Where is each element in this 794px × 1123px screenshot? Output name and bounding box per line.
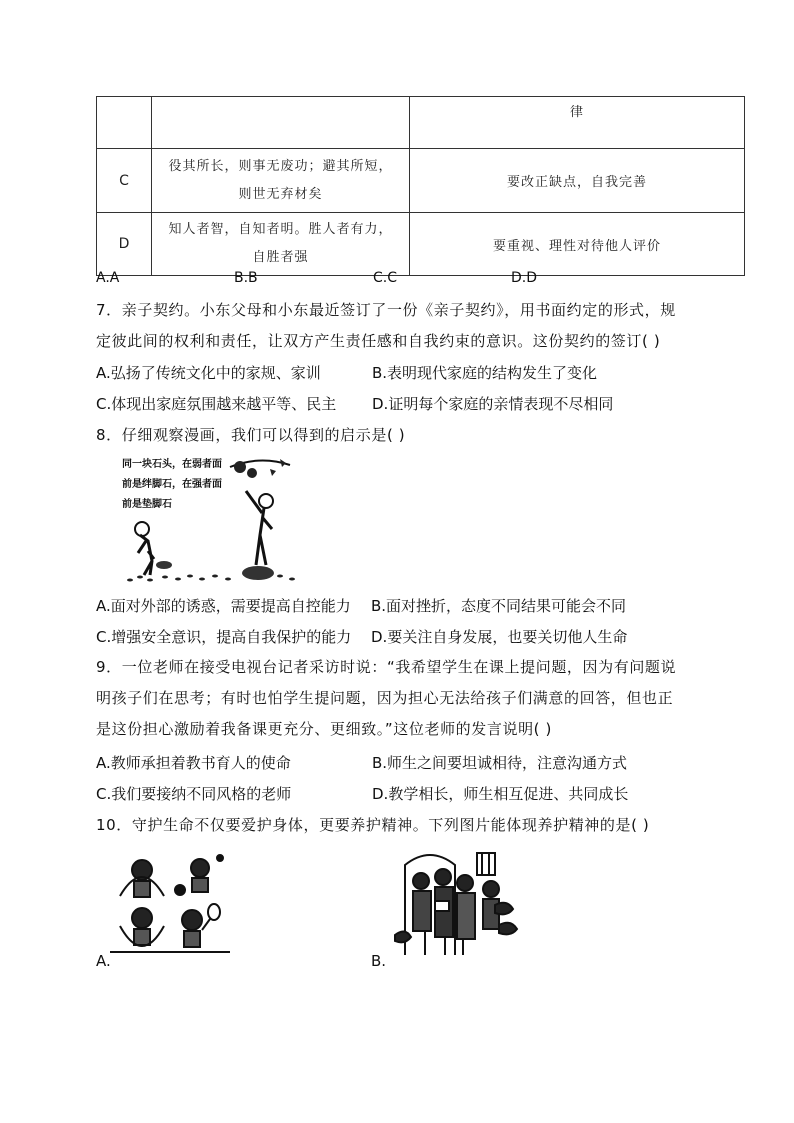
q10-picture-b[interactable] bbox=[385, 845, 520, 960]
table-cell-right bbox=[410, 97, 745, 149]
answer-table bbox=[96, 96, 745, 276]
answer-option-c[interactable]: C.C bbox=[373, 270, 398, 286]
cartoon-caption-line: 同一块石头，在弱者面 bbox=[122, 459, 222, 470]
table-cell-left-line: 知人者智，自知者明。胜人者有力， bbox=[168, 222, 393, 237]
q8-option-a[interactable]: A.面对外部的诱惑，需要提高自控能力 bbox=[96, 597, 351, 615]
stem-line: 是这份担心激励着我备课更充分、更细致。”这位老师的发言说明( ) bbox=[96, 720, 552, 738]
q8-cartoon bbox=[120, 455, 300, 585]
answer-option-b[interactable]: B.B bbox=[234, 270, 258, 286]
question-7-stem bbox=[96, 295, 736, 357]
children-playing-illustration bbox=[110, 848, 230, 958]
answer-option-a[interactable]: A.A bbox=[96, 270, 120, 286]
table-cell-label: D bbox=[97, 213, 152, 276]
q8-option-b[interactable]: B.面对挫折，态度不同结果可能会不同 bbox=[371, 597, 627, 615]
table-row bbox=[97, 213, 745, 276]
table-cell-left-line: 役其所长，则事无废功；避其所短， bbox=[168, 158, 393, 174]
q9-option-d[interactable]: D.教学相长，师生相互促进、共同成长 bbox=[372, 785, 629, 803]
question-8-stem: 8．仔细观察漫画，我们可以得到的启示是( ) bbox=[96, 426, 406, 444]
q7-option-a[interactable]: A.弘扬了传统文化中的家规、家训 bbox=[96, 364, 321, 382]
table-cell-left bbox=[152, 97, 410, 149]
stem-line: 7．亲子契约。小东父母和小东最近签订了一份《亲子契约》，用书面约定的形式，规 bbox=[96, 301, 676, 319]
q9-option-b[interactable]: B.师生之间要坦诚相待，注意沟通方式 bbox=[372, 754, 628, 772]
q8-option-c[interactable]: C.增强安全意识，提高自我保护的能力 bbox=[96, 628, 352, 646]
question-10-stem: 10．守护生命不仅要爱护身体，更要养护精神。下列图片能体现养护精神的是( ) bbox=[96, 816, 650, 834]
q7-option-b[interactable]: B.表明现代家庭的结构发生了变化 bbox=[372, 364, 598, 382]
q10-picture-a[interactable] bbox=[110, 848, 230, 958]
reading-group-illustration bbox=[385, 845, 520, 960]
stem-line: 9．一位老师在接受电视台记者采访时说：“我希望学生在课上提问题，因为有问题说 bbox=[96, 658, 677, 676]
q8-option-d[interactable]: D.要关注自身发展，也要关切他人生命 bbox=[371, 628, 628, 646]
stem-line: 定彼此间的权利和责任，让双方产生责任感和自我约束的意识。这份契约的签订( ) bbox=[96, 332, 661, 350]
table-row bbox=[97, 97, 745, 149]
cartoon-caption-line: 前是绊脚石，在强者面 bbox=[122, 479, 222, 490]
q7-option-c[interactable]: C.体现出家庭氛围越来越平等、民主 bbox=[96, 395, 337, 413]
table-cell-label bbox=[97, 97, 152, 149]
table-cell-left bbox=[152, 149, 410, 213]
table-cell-right: 要重视、理性对待他人评价 bbox=[410, 213, 745, 276]
table-cell-left bbox=[152, 213, 410, 276]
q7-option-d[interactable]: D.证明每个家庭的亲情表现不尽相同 bbox=[372, 395, 614, 413]
table-row bbox=[97, 149, 745, 213]
question-9-stem bbox=[96, 652, 736, 745]
q9-option-a[interactable]: A.教师承担着教书育人的使命 bbox=[96, 754, 291, 772]
q9-option-c[interactable]: C.我们要接纳不同风格的老师 bbox=[96, 785, 292, 803]
cartoon-drawing bbox=[120, 455, 300, 585]
table-cell-label: C bbox=[97, 149, 152, 213]
table-cell-left-line: 则世无弃材矣 bbox=[238, 186, 323, 202]
q10-option-a-label[interactable]: A. bbox=[96, 952, 111, 970]
q10-option-b-label[interactable]: B. bbox=[371, 952, 387, 970]
answer-option-d[interactable]: D.D bbox=[511, 270, 538, 286]
table-cell-left-line: 自胜者强 bbox=[252, 250, 309, 265]
table-cell-right-text: 律 bbox=[569, 105, 584, 120]
cartoon-caption-line: 前是垫脚石 bbox=[122, 499, 172, 510]
table-cell-right: 要改正缺点，自我完善 bbox=[410, 149, 745, 213]
stem-line: 明孩子们在思考；有时也怕学生提问题，因为担心无法给孩子们满意的回答，但也正 bbox=[96, 689, 674, 707]
